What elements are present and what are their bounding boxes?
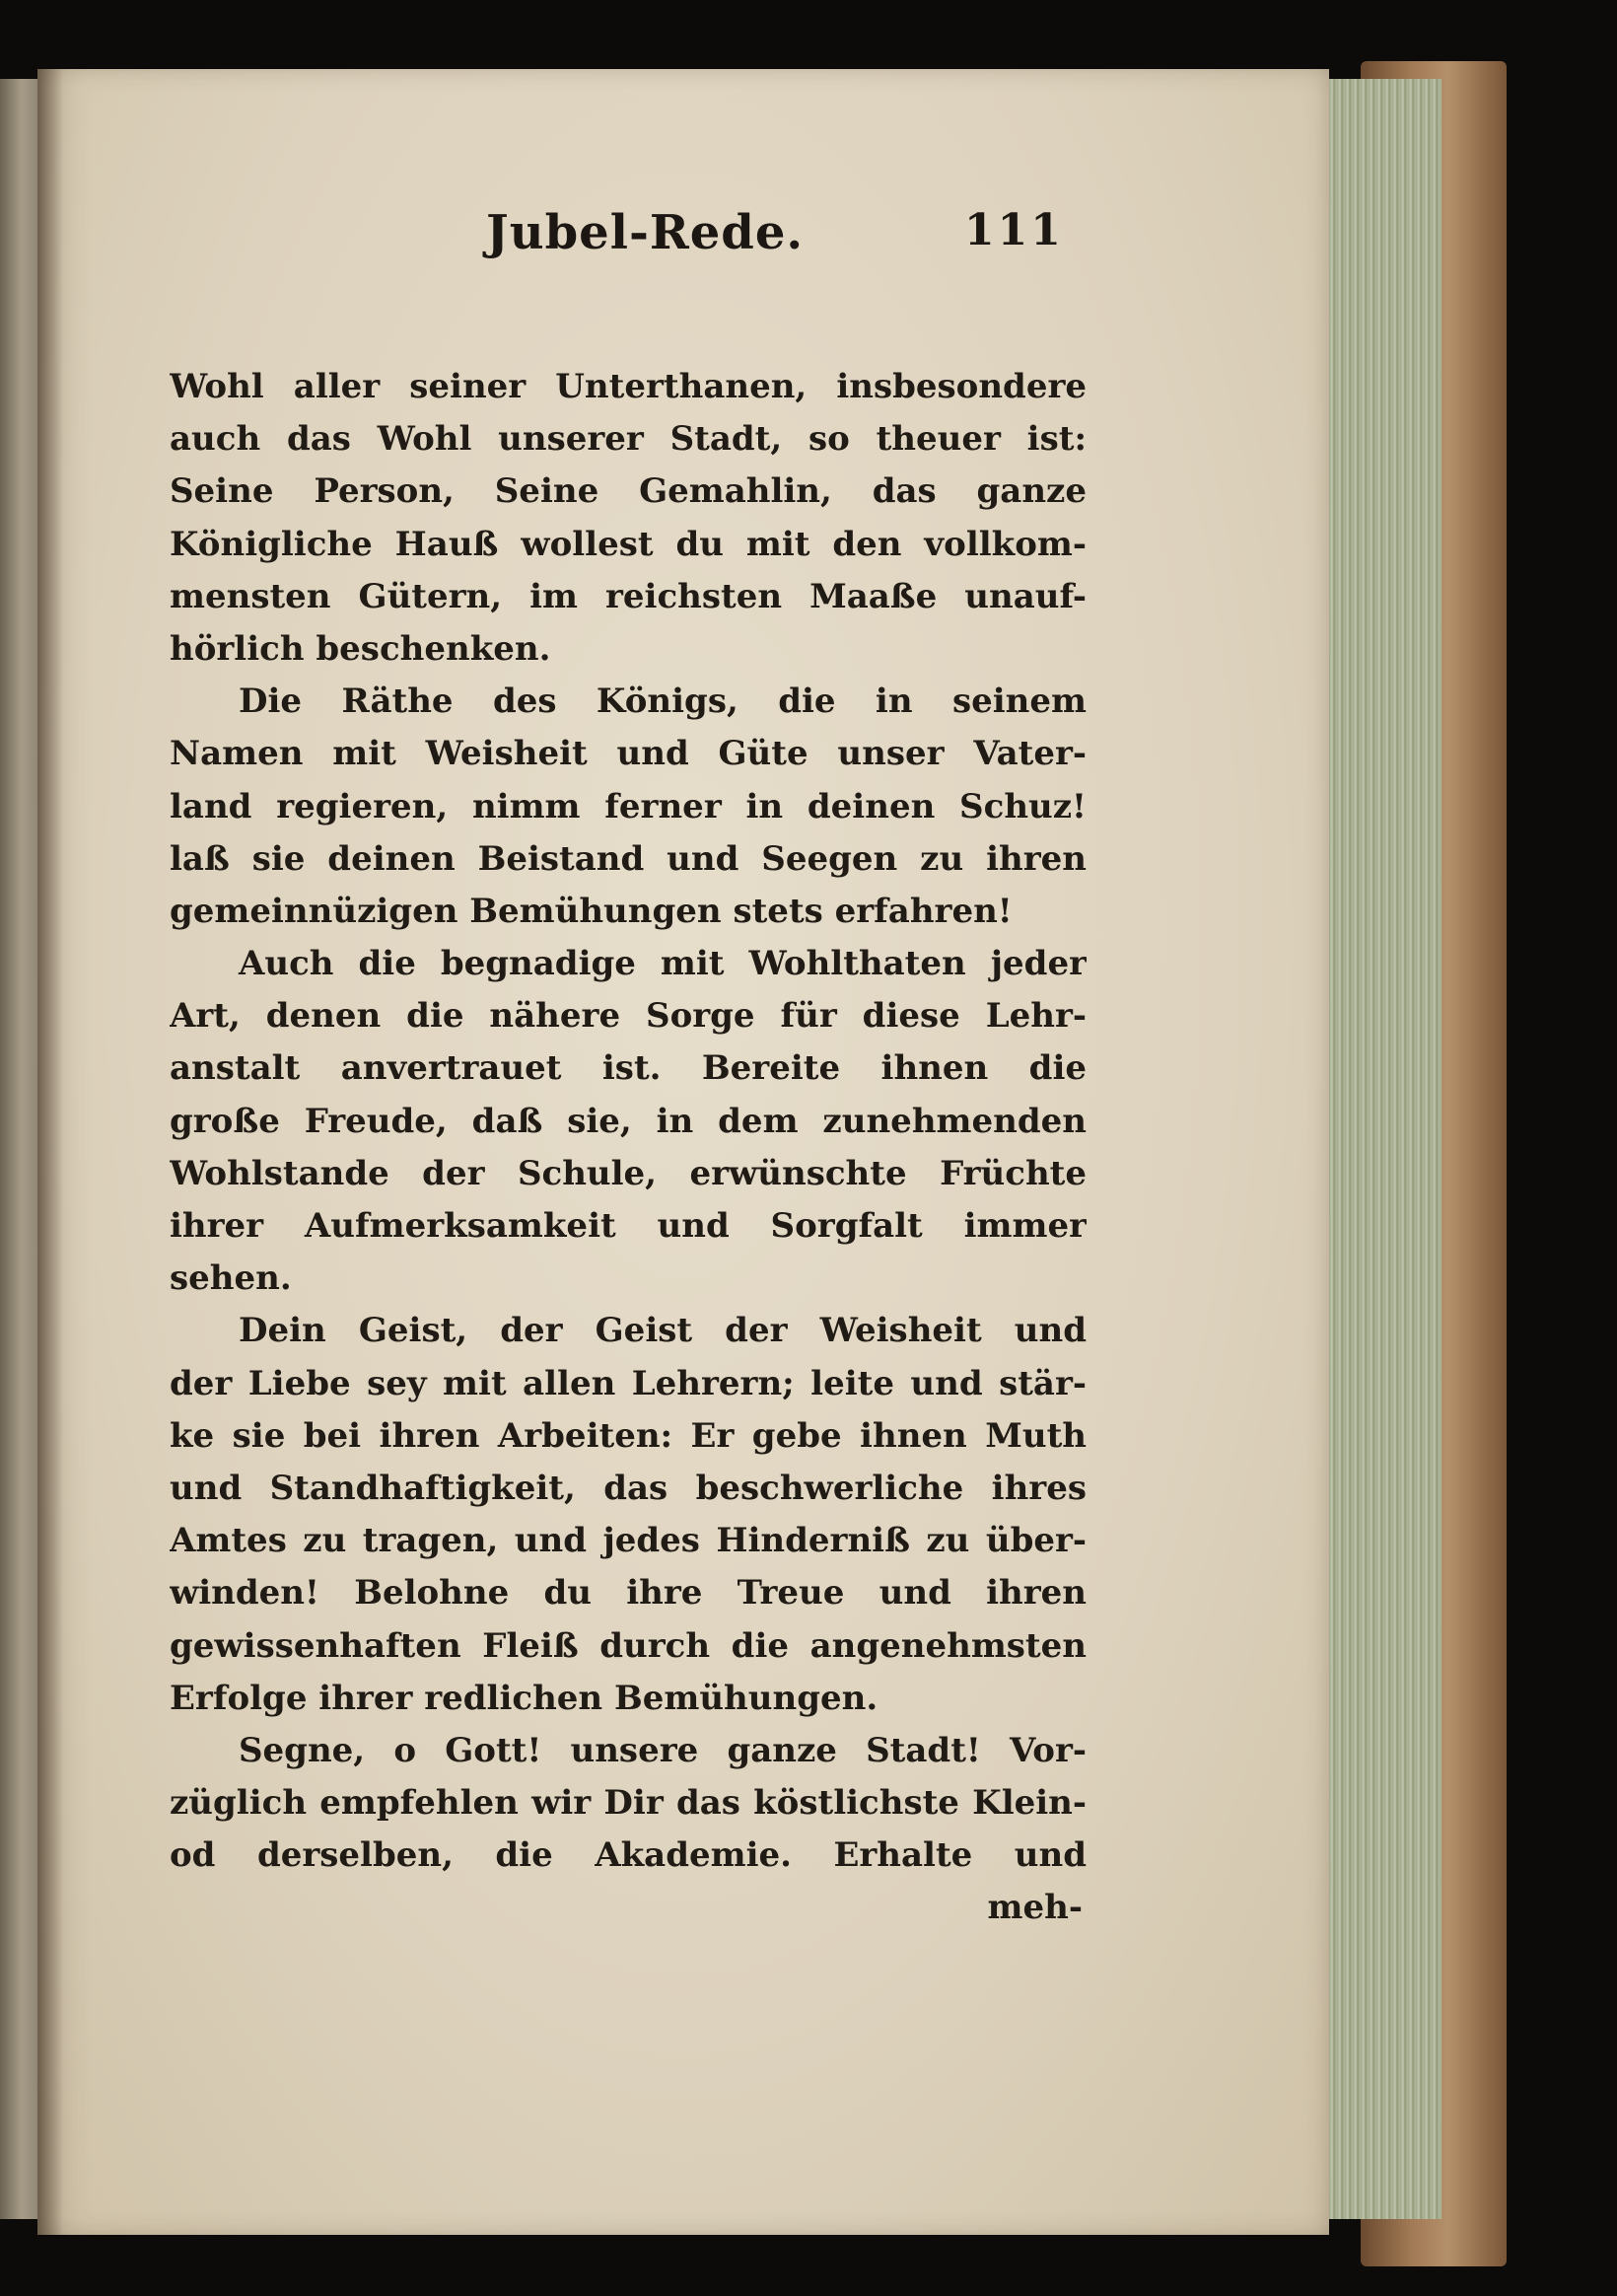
- text-line: laß sie deinen Beistand und Seegen zu ihren: [170, 838, 1087, 879]
- text-line: gemeinnüzigen Bemühungen stets erfahren!: [170, 891, 1013, 931]
- catchword: meh-: [987, 1888, 1083, 1928]
- text-line: große Freude, daß sie, in dem zunehmenden: [170, 1101, 1087, 1141]
- text-line: Die Räthe des Königs, die in seinem: [239, 682, 1087, 722]
- page-number: 111: [964, 205, 1064, 255]
- page-gutter: [37, 69, 63, 2235]
- previous-page-edge: [0, 79, 39, 2219]
- text-line: Art, denen die nähere Sorge für diese Lehr-: [170, 996, 1087, 1037]
- text-line: Namen mit Weisheit und Güte unser Vater-: [170, 734, 1087, 774]
- text-line: Wohl aller seiner Unterthanen, insbesondere: [170, 367, 1087, 406]
- text-line: Seine Person, Seine Gemahlin, das ganze: [170, 471, 1087, 512]
- text-line: land regieren, nimm ferner in deinen Schuz!: [170, 786, 1087, 826]
- text-line: ihrer Aufmerksamkeit und Sorgfalt immer: [170, 1206, 1087, 1246]
- text-line: hörlich beschenken.: [170, 628, 551, 669]
- text-line: Erfolge ihrer redlichen Bemühungen.: [170, 1678, 879, 1718]
- text-line: od derselben, die Akademie. Erhalte und: [170, 1835, 1087, 1876]
- text-line: anstalt anvertrauet ist. Bereite ihnen die: [170, 1048, 1087, 1089]
- text-line: Dein Geist, der Geist der Weisheit und: [239, 1311, 1087, 1351]
- running-title: Jubel-Rede.: [486, 205, 805, 260]
- text-line: ke sie bei ihren Arbeiten: Er gebe ihnen Muth: [170, 1415, 1087, 1456]
- text-line: und Standhaftigkeit, das beschwerliche ihres: [170, 1468, 1087, 1508]
- text-line: sehen.: [170, 1258, 292, 1299]
- text-line: Amtes zu tragen, und jedes Hinderniß zu über-: [170, 1521, 1087, 1561]
- text-line: Auch die begnadige mit Wohlthaten jeder: [239, 944, 1087, 984]
- page-header: [37, 205, 1329, 284]
- page-block-edges: [1321, 79, 1441, 2219]
- text-line: Segne, o Gott! unsere ganze Stadt! Vor-: [239, 1730, 1087, 1770]
- text-line: Königliche Hauß wollest du mit den vollkom-: [170, 524, 1087, 564]
- body-text: [170, 361, 1087, 1935]
- text-line: auch das Wohl unserer Stadt, so theuer ist:: [170, 419, 1087, 460]
- book-page: [37, 69, 1329, 2235]
- text-line: Wohlstande der Schule, erwünschte Früchte: [170, 1153, 1087, 1193]
- text-line: winden! Belohne du ihre Treue und ihren: [170, 1573, 1087, 1614]
- text-line: der Liebe sey mit allen Lehrern; leite und stär-: [170, 1363, 1087, 1403]
- text-line: mensten Gütern, im reichsten Maaße unauf-: [170, 576, 1087, 616]
- text-line: züglich empfehlen wir Dir das köstlichste Klein-: [170, 1783, 1087, 1824]
- text-line: gewissenhaften Fleiß durch die angenehmsten: [170, 1625, 1087, 1666]
